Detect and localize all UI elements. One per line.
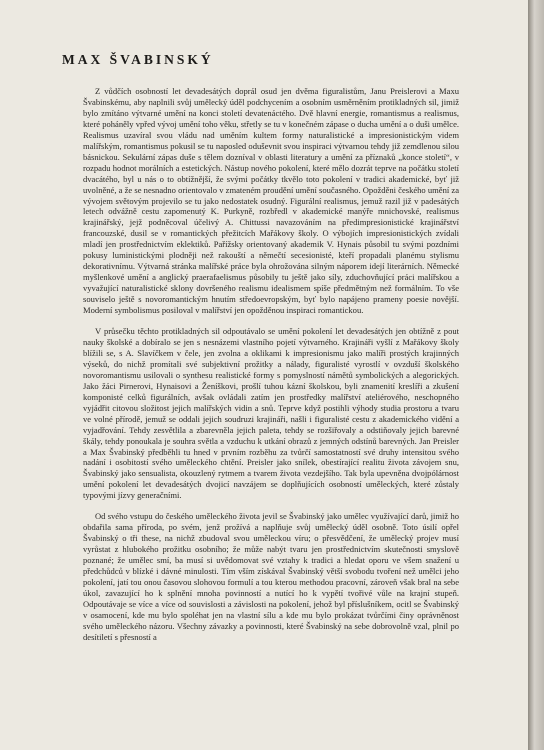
paragraph: Od svého vstupu do českého uměleckého života jevil se Švabinský jako umělec využívající darů, jimiž ho obdařila sama příroda, po svém, jenž prožívá a naplňuje svůj umělecký úděl osobně. Toto úsilí opřel Švabinský o tři these, na nichž zbudoval svou uměleckou víru; o přesvědčení, že umělecký projev musí vyrůstat z hlubokého prožitku osobního; že může nabýt tvaru jen prostřednictvím skutečnosti smyslově poznané; že umělec smí, ba musí si uvědomovat své vztahy k tradici a hledat oporu ve všem snažení u předchůdců v blízké i dávné minulosti. Tím vším získával Švabinský větší svobodu tvoření než umělci jeho pokolení, jatí tou onou časovou slohovou formulí a tou kterou methodou pracovní, zároveň však bral na sebe úkol, zavazující ho k splnění mnoha povinností a nutící ho k vypětí tvořivé vůle na krajní stupeň. Odpoutávaje se více a více od souvislosti a závislosti na pokolení, jehož byl příslušníkem, ocitl se Švabinský v osamocení, kde mu bylo spoléhat jen na vlastní sílu a kde mu bylo prokázat tvůrčími činy oprávněnost svého uměleckého názoru. Všechny závazky a povinnosti, které Švabinský na sebe dobrovolně vzal, plnil po desítiletí s přesností a: [83, 511, 459, 642]
page-title: MAX ŠVABINSKÝ: [62, 52, 214, 67]
paragraph: V průsečku těchto protikladných sil odpoutávalo se umění pokolení let devadesátých jen obtížně z pout nauky školské a dobíralo se jen s nesnázemi vlastního pojetí výtvarného. Krajináři vyšlí z Mařákovy školy blížili se, s A. Slavíčkem v čele, jen zvolna a oklikami k impresionismu jako malíři prostých krajinných výseků, do nichž promítali své subjektivní prožitky a nálady, figuralisté vyrostlí v ovzduší školského novoromantismu usilovali o synthesu realistické formy s pomyslností námětů symbolických a alegorických. Jako žáci Pirnerovi, Hynaisovi a Ženíškovi, prošlí tuhou kázní školskou, byli znamenití kreslíři a zkušení komponisté celků figurálních, avšak ovládali zatím jen prostředky malířství ateliérového, neschopného vyjádřit citovou složitost jejich malířských vidin a snů. Teprve když postihli výhody studia prostoru a tvaru ve volné přírodě, jemuž se oddali jejich soudruzi krajináři, našli i figuralisté cestu z akademického vidění a vyjadřování. Tehdy zesvětlila a zbarevněla jejich paleta, tehdy se rozšiřovaly a odstiňovaly jejich barevné škály, tehdy ponoukala je souhra světla a vzduchu k utkání obrazů z jemných odstínů barevných. Jan Preisler a Max Švabinský předběhli tu hned v prvním rozběhu za tvůrčí samostatností své druhy intensitou svého nadání i osobitostí svého uměleckého chtění. Preisler jako snílek, obestírající realitu života závojem snu, Švabinský jako sensualista, okouzlený rytmem a tvarem života vezdejšího. Tak byla upevněna dvojpólárnost umění pokolení let devadesátých dvojicí navzájem se doplňujících osobností uměleckých, které zůstaly typovými jízvy generačními.: [83, 326, 459, 501]
book-gutter: [528, 0, 544, 750]
paragraph: Z vůdčích osobností let devadesátých doprál osud jen dvěma figuralistům, Janu Preislerovi a Maxu Švabinskému, aby naplnili svůj umělecký úděl podchycením a osobním usměrněním protikladných sil, jimiž bylo zmítáno výtvarné umění na konci století devatenáctého. Dvě hlavní energie, romantismus a realismus, které poháněly vpřed vývoj umění toho věku, střetly se tu v konečném zápase o ducha umění a o duši umělce. Realismus uzavíral svou vládu nad uměním kultem formy naturalistické a impresionistickým videm malířským, romantismus pokusil se tu naposled oduševnit svou inspiraci výtvarnou tehdy již zemdlenou silou básnickou. Sekulární zápas duše s tělem dozníval v oblasti literatury a umění za příznaků „konce století“, v rozpadu hodnot morálních a estetických. Nástup nového pokolení, které mělo dozrát teprve na počátku století dvacátého, byl u nás o to obtížnější, že svými počátky tkvělo toto pokolení v tradici akademické, byť již uvolněné, a že se nesnadno orientovalo v zmateném proudění umění současného. Opožděni českého umění za vývojem světovým projevilo se tu jako nedostatek osudný. Figurální realismus, jemuž razil již v padesátých letech odvážně cestu zapomenutý K. Purkyně, rozbředl v akademické manýře mnichovské, realismus krajinářský, jejž podněcoval účelivý A. Chittussi navazováním na předimpresionistické krajinářství francouzské, dusil se v romantických přežitcích Mařákovy školy. O výbojích impresionistických zvídali mladí jen prostřednictvím eklektiků. Pařížsky orientovaný akademik V. Hynais působil tu svými pozdními pokusy luministickými plodněji než rakouští a němečtí secesionisté, kteří propadali planému stylismu dekorativnímu. Výtvarná stránka malířské práce byla ohrožována silným náporem idejí literárních. Německé myšlenkové umění a anglický praerafaelismus působily tu ještě jako síly, zduchovňující práci malířskou a vyvažující naturalistické sklony dovršeného realismu idealismem spíše předmětným než formálním. To vše souviselo ještě s novoromantickým hnutím středoevropským, byť bylo napájeno prameny poesie novější. Moderní symbolismus posiloval v malířství jen opožděnou inspiraci romantickou.: [83, 86, 459, 316]
article-body: [83, 86, 459, 643]
